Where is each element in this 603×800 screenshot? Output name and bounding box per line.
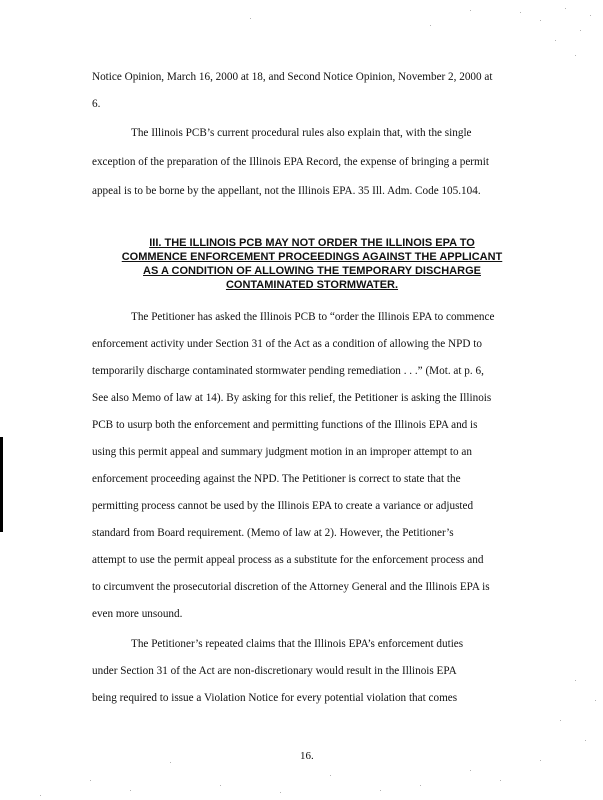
paragraph-line: Notice Opinion, March 16, 2000 at 18, and Second Notice Opinion, November 2, 2000 at (92, 71, 493, 83)
section-heading: AS A CONDITION OF ALLOWING THE TEMPORARY DISCHARGE (143, 265, 481, 277)
section-heading: CONTAMINATED STORMWATER. (225, 279, 399, 291)
body-line: The Petitioner has asked the Illinois PCB to “order the Illinois EPA to commence (131, 311, 495, 323)
scan-margin-mark (0, 437, 3, 532)
page-number: 16. (300, 750, 314, 762)
body-line: permitting process cannot be used by the Illinois EPA to create a variance or adjusted (92, 500, 474, 512)
body-line: under Section 31 of the Act are non-discretionary would result in the Illinois EPA (92, 665, 457, 677)
body-line: The Petitioner’s repeated claims that the Illinois EPA’s enforcement duties (131, 638, 464, 650)
body-line: attempt to use the permit appeal process as a substitute for the enforcement process and (92, 554, 484, 566)
body-line: standard from Board requirement. (Memo of law at 2). However, the Petitioner’s (92, 527, 454, 539)
body-line: even more unsound. (92, 608, 183, 620)
paragraph-line: The Illinois PCB’s current procedural rules also explain that, with the single (131, 127, 472, 139)
paragraph-line: 6. (92, 98, 101, 110)
paragraph-line: exception of the preparation of the Illinois EPA Record, the expense of bringing a permit (92, 156, 489, 168)
body-line: being required to issue a Violation Notice for every potential violation that comes (92, 692, 458, 704)
body-line: enforcement proceeding against the NPD. The Petitioner is correct to state that the (92, 473, 461, 485)
section-heading: COMMENCE ENFORCEMENT PROCEEDINGS AGAINST THE APPLICANT (121, 251, 503, 263)
paragraph-line: appeal is to be borne by the appellant, not the Illinois EPA. 35 Ill. Adm. Code 105.104. (92, 185, 481, 197)
body-line: enforcement activity under Section 31 of the Act as a condition of allowing the NPD to (92, 338, 482, 350)
section-heading: III. THE ILLINOIS PCB MAY NOT ORDER THE ILLINOIS EPA TO (149, 237, 475, 249)
body-line: PCB to usurp both the enforcement and permitting functions of the Illinois EPA and is (92, 419, 478, 431)
body-line: temporarily discharge contaminated stormwater pending remediation . . .” (Mot. at p. 6, (92, 365, 484, 377)
body-line: using this permit appeal and summary judgment motion in an improper attempt to an (92, 446, 472, 458)
body-line: See also Memo of law at 14). By asking for this relief, the Petitioner is asking the Illinois (92, 392, 492, 404)
body-line: to circumvent the prosecutorial discretion of the Attorney General and the Illinois EPA is (92, 581, 490, 593)
